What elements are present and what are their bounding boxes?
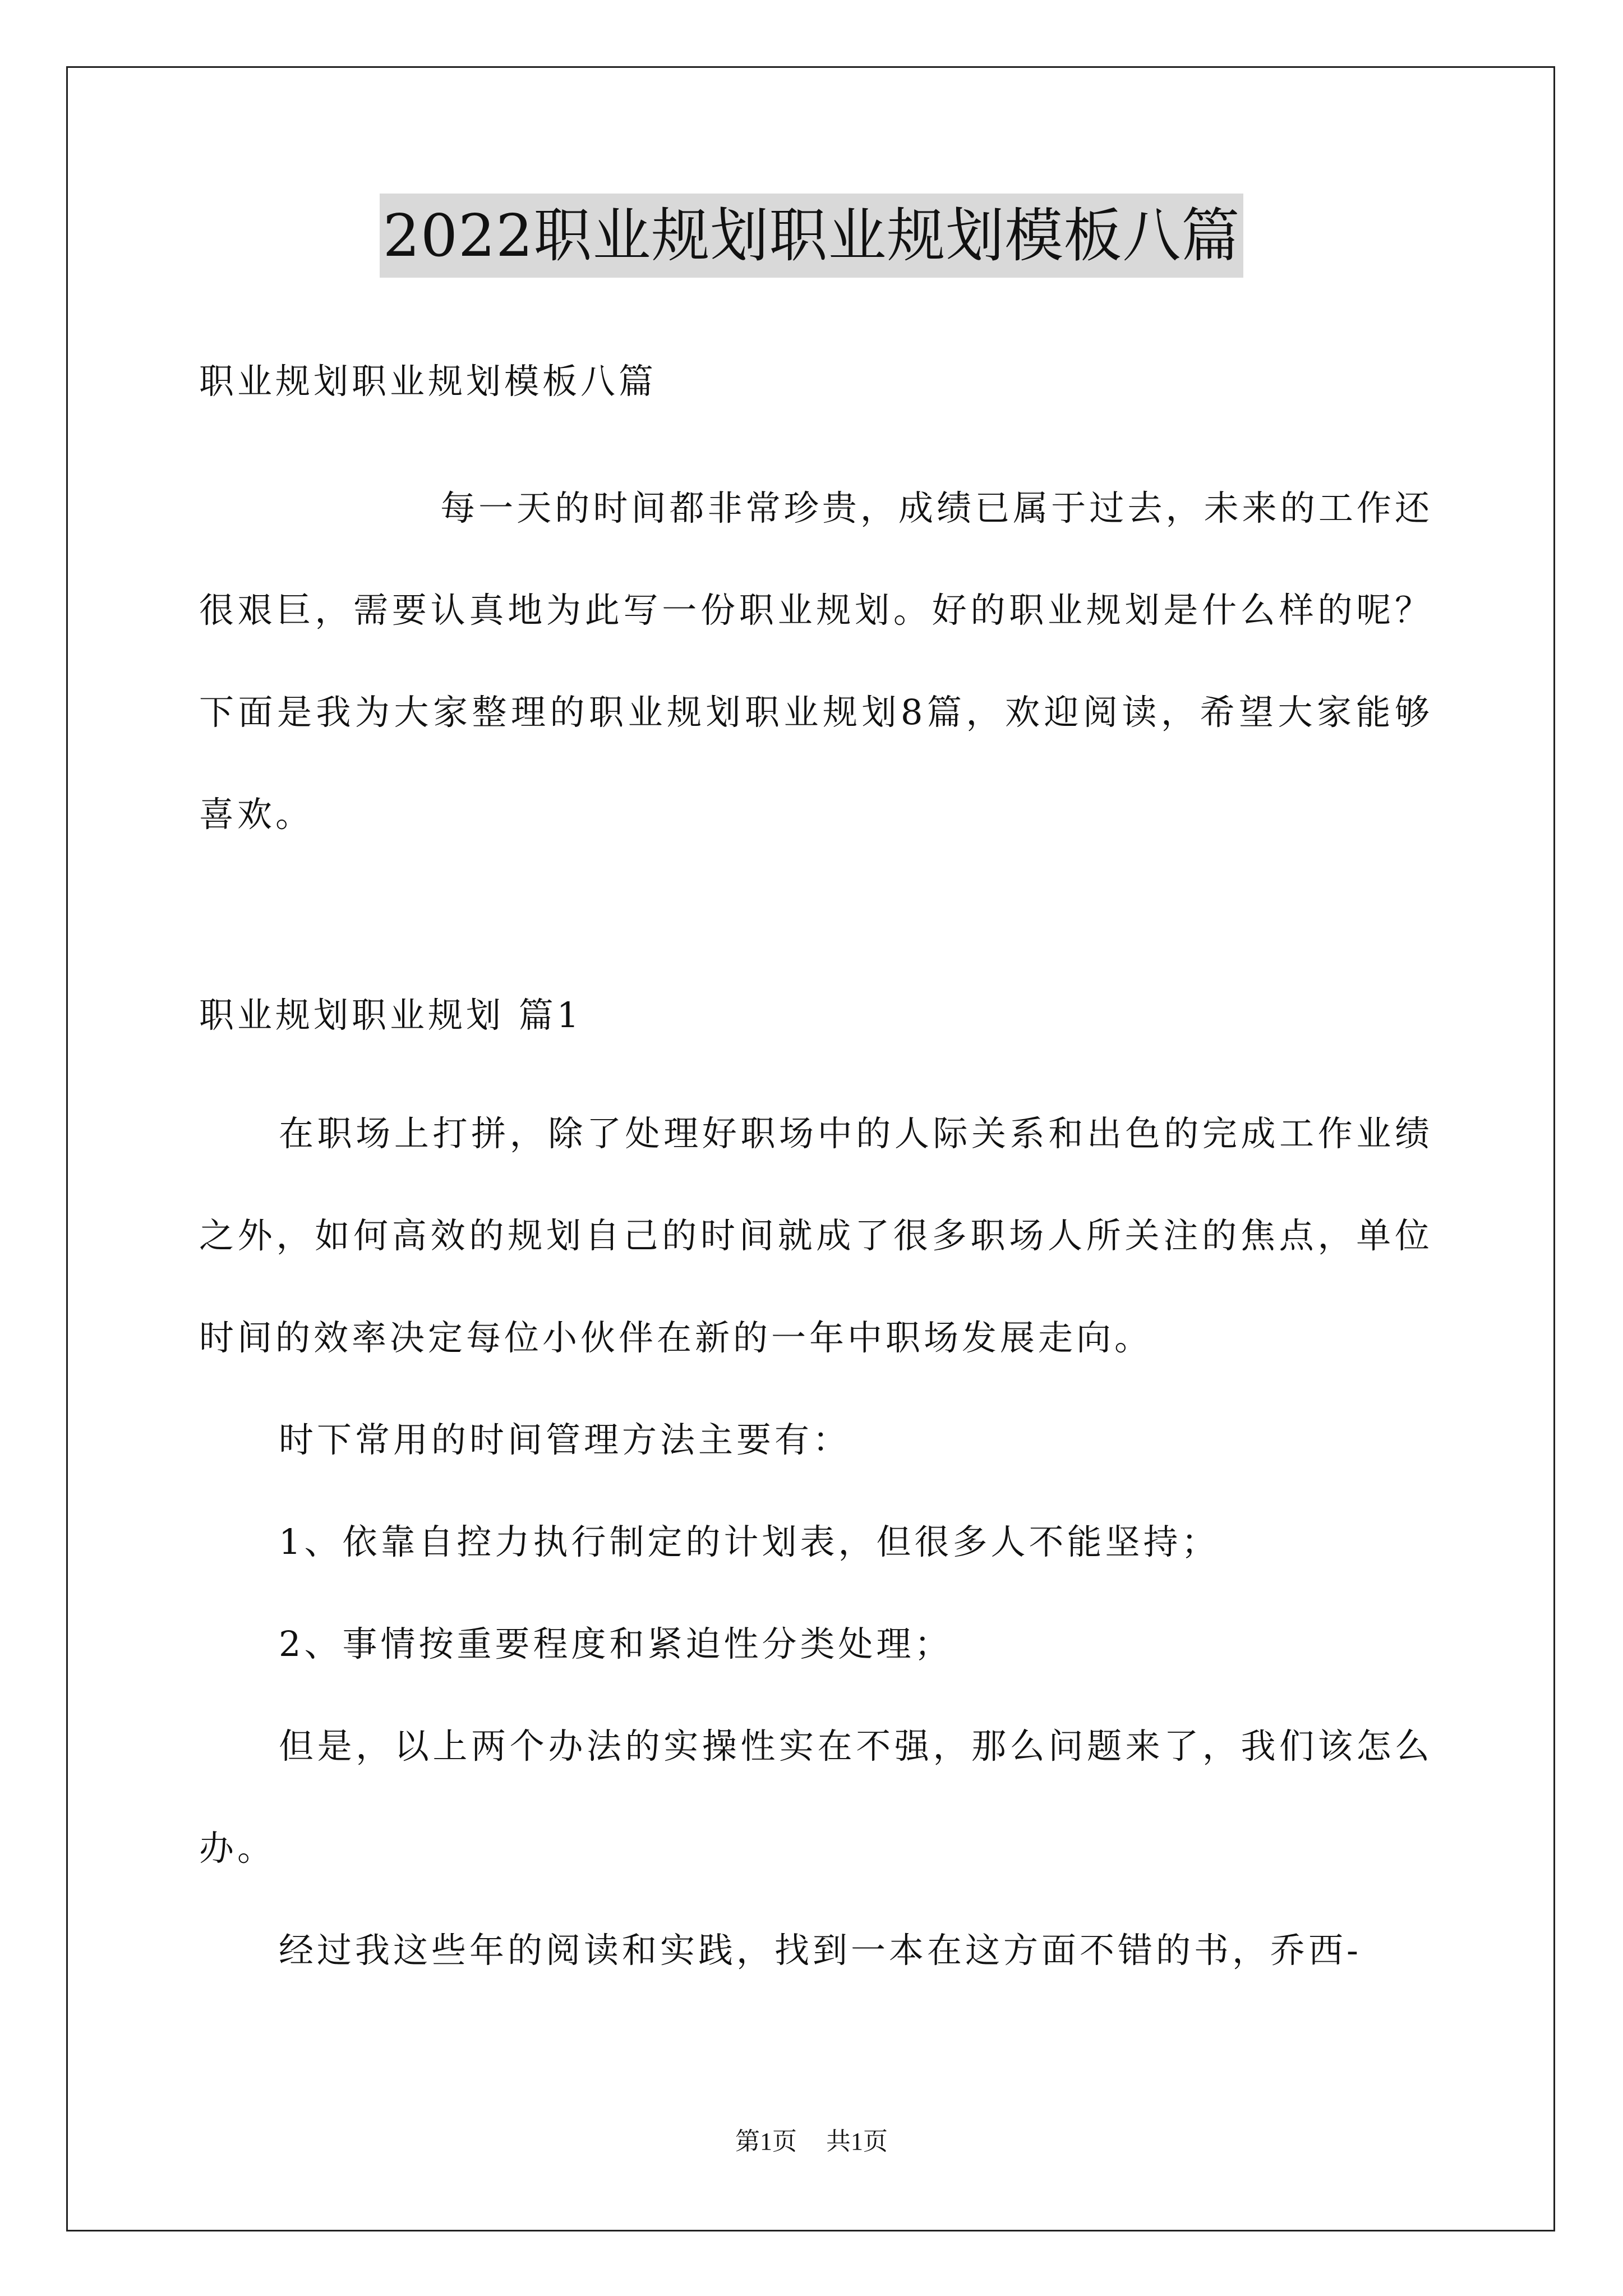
body-paragraph: 2、事情按重要程度和紧迫性分类处理； — [279, 1623, 953, 1664]
body-paragraph: 时下常用的时间管理方法主要有： — [279, 1419, 851, 1460]
body-paragraph: 但是，以上两个办法的实操性实在不强，那么问题来了，我们该怎么办。 — [199, 1726, 1433, 1869]
section-heading: 职业规划职业规划 篇1 — [199, 995, 583, 1036]
document-subtitle: 职业规划职业规划模板八篇 — [199, 361, 657, 402]
page-footer — [0, 2125, 1623, 2159]
section-body — [199, 1083, 1433, 2001]
body-paragraph: 经过我这些年的阅读和实践，找到一本在这方面不错的书，乔西- — [279, 1930, 1362, 1971]
intro-paragraph — [199, 457, 1433, 866]
body-paragraph: 1、依靠自控力执行制定的计划表，但很多人不能坚持； — [279, 1521, 1220, 1562]
page-number-total: 共1页 — [826, 2128, 888, 2155]
document-title: 2022职业规划职业规划模板八篇 — [380, 194, 1244, 278]
title-container — [0, 194, 1623, 278]
intro-text: 每一天的时间都非常珍贵，成绩已属于过去，未来的工作还很艰巨，需要认真地为此写一份职业规划。好的职业规划是什么样的呢？下面是我为大家整理的职业规划职业规划8篇，欢迎阅读，希望大家能够喜欢。 — [199, 487, 1433, 835]
body-paragraph: 在职场上打拼，除了处理好职场中的人际关系和出色的完成工作业绩之外，如何高效的规划自己的时间就成了很多职场人所关注的焦点，单位时间的效率决定每位小伙伴在新的一年中职场发展走向。 — [199, 1113, 1433, 1358]
page-number-current: 第1页 — [735, 2128, 797, 2155]
